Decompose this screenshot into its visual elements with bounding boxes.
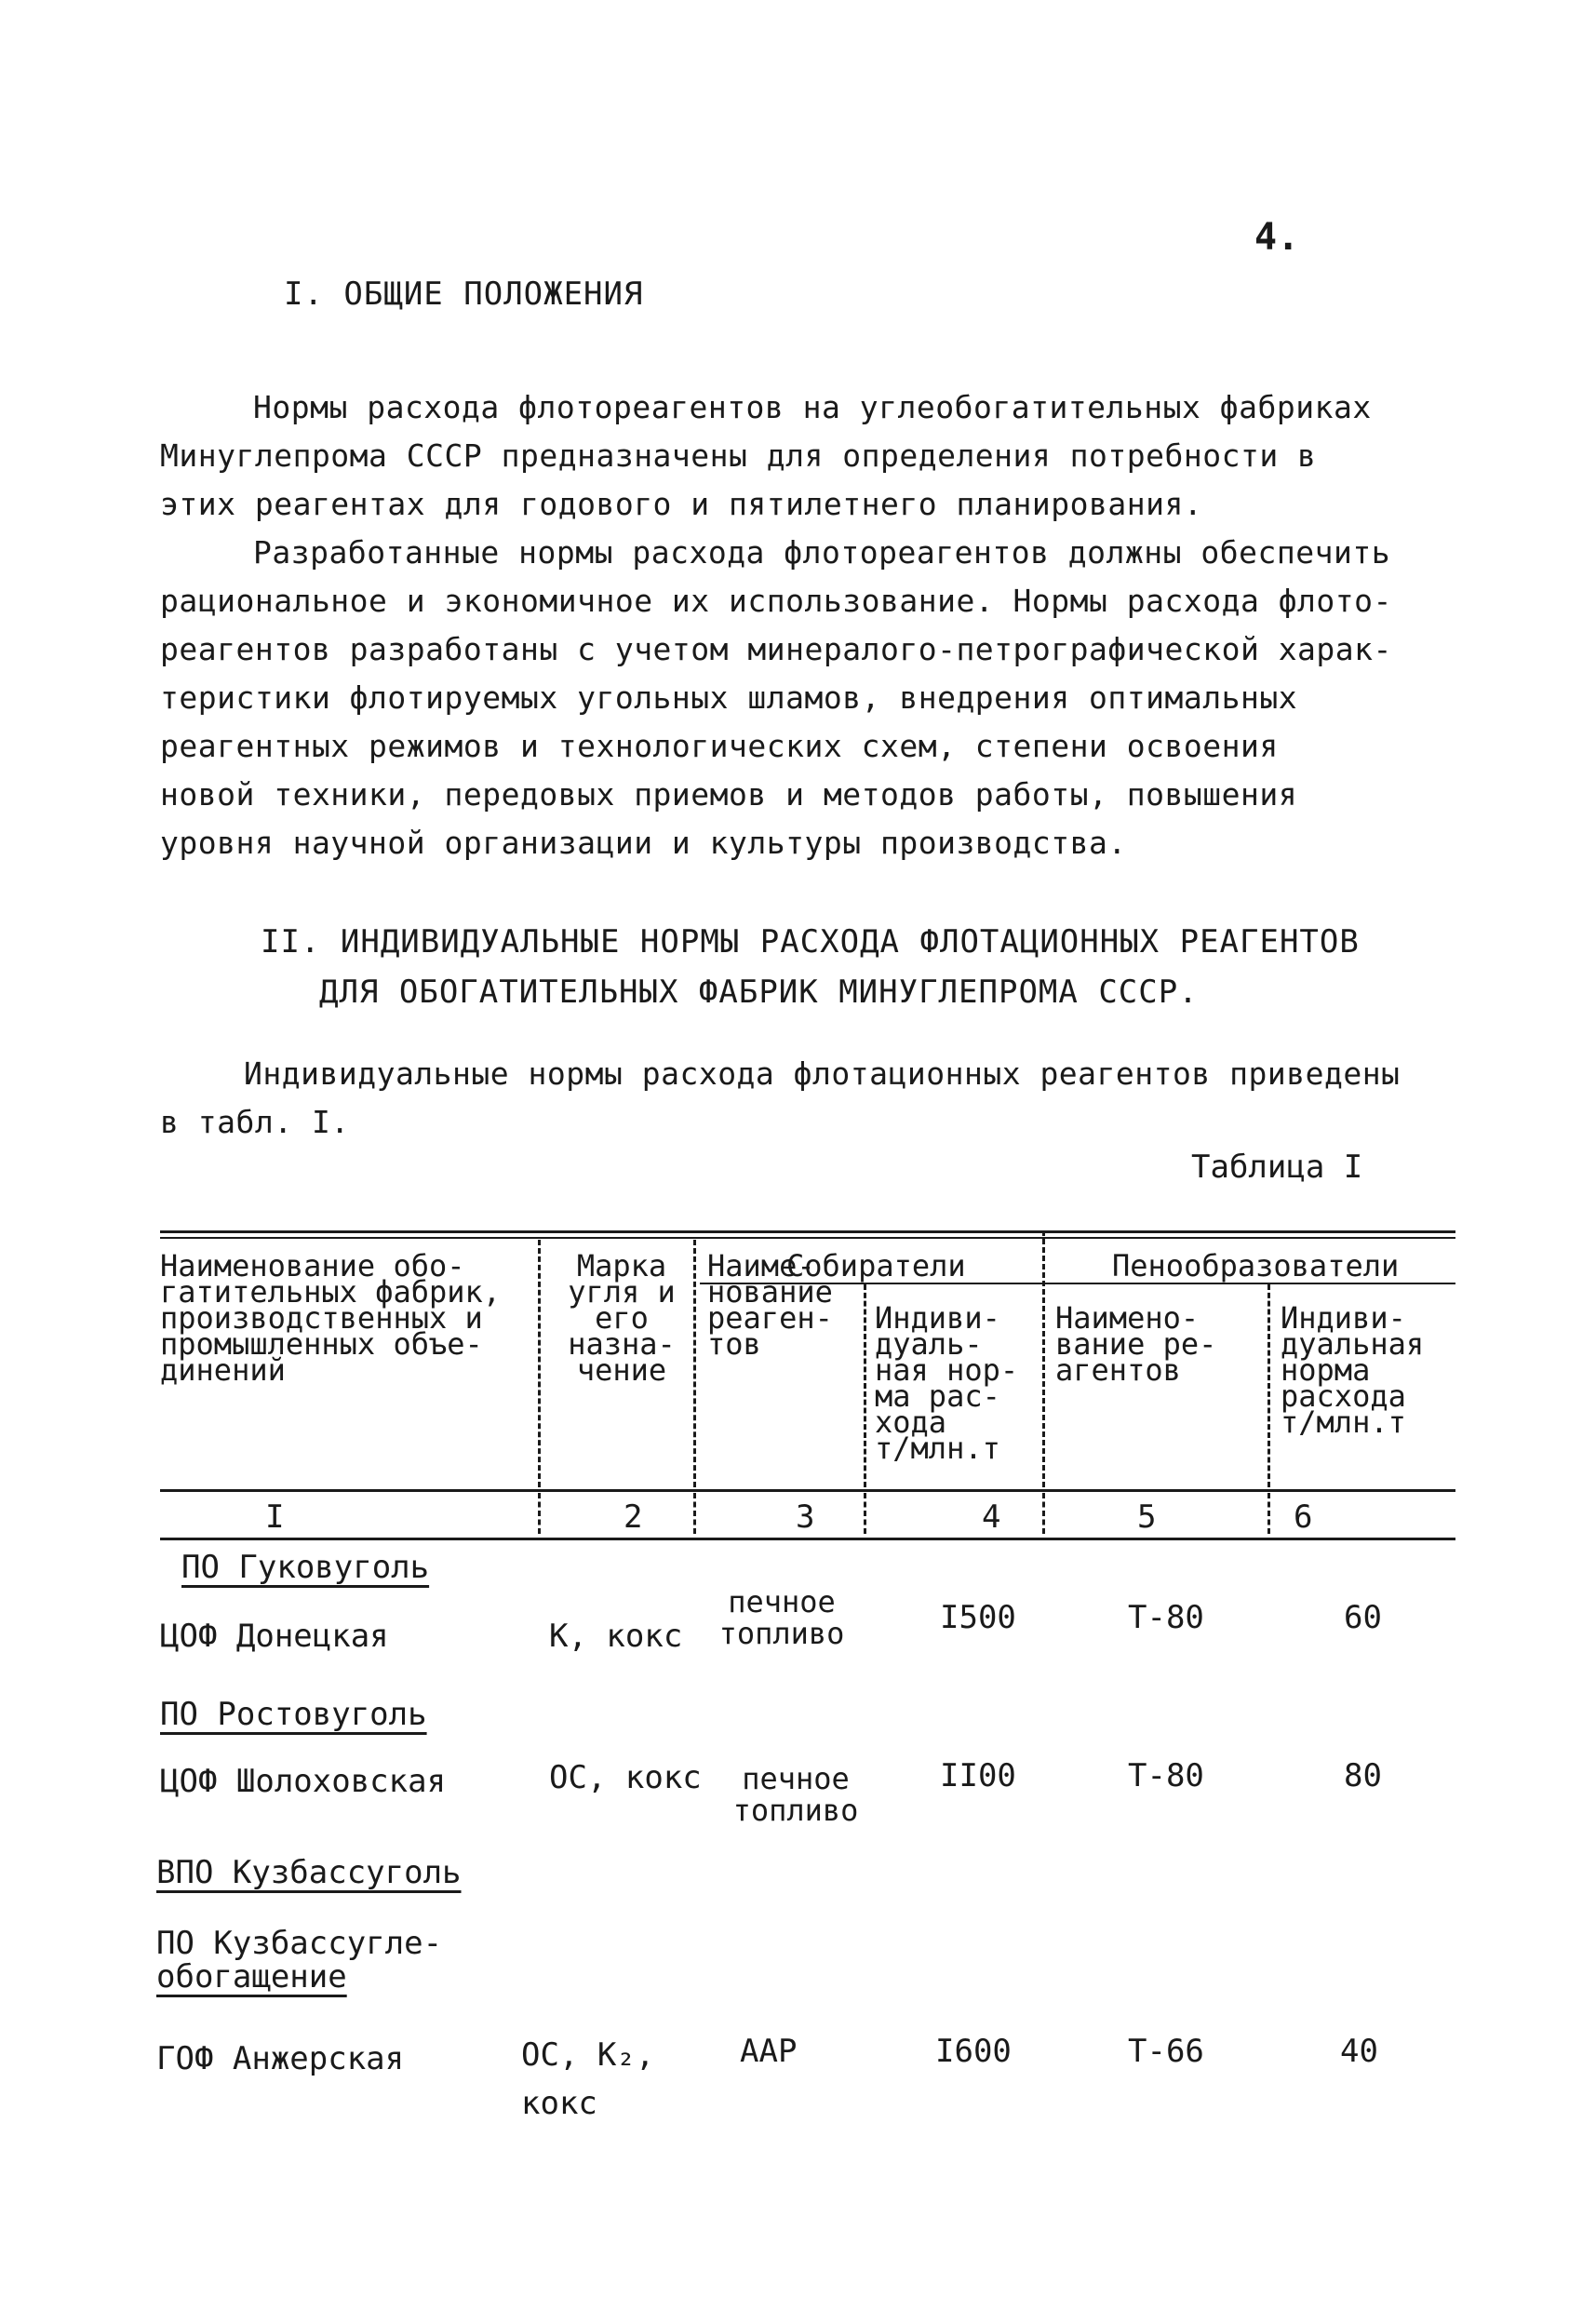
text-line: реагентных режимов и технологических схем, степени освоения bbox=[160, 728, 1279, 764]
text-line: теристики флотируемых угольных шламов, внедрения оптимальных bbox=[160, 679, 1298, 716]
col-number: 3 bbox=[796, 1498, 815, 1536]
text-line: этих реагентах для годового и пятилетнего планирования. bbox=[160, 486, 1203, 522]
col-separator bbox=[864, 1493, 866, 1534]
text-line: Индивидуальные нормы расхода флотационных реагентов приведены bbox=[244, 1055, 1401, 1092]
col-separator bbox=[538, 1240, 541, 1487]
text-line: новой техники, передовых приемов и методов работы, повышения bbox=[160, 776, 1298, 813]
col-separator bbox=[1042, 1230, 1045, 1487]
section-2-title-line1: II. ИНДИВИДУАЛЬНЫЕ НОРМЫ РАСХОДА ФЛОТАЦИОННЫХ РЕАГЕНТОВ bbox=[261, 923, 1360, 961]
table-caption: Таблица I bbox=[1191, 1149, 1363, 1186]
cell-frother-norm: 40 bbox=[1340, 2033, 1378, 2070]
col-separator bbox=[1267, 1284, 1270, 1487]
text-line: в табл. I. bbox=[160, 1104, 350, 1140]
cell-name: ГОФ Анжерская bbox=[156, 2040, 405, 2077]
col-separator bbox=[693, 1240, 696, 1487]
group-heading: ПО Гуковуголь bbox=[181, 1549, 430, 1586]
cell-frother-norm: 80 bbox=[1344, 1757, 1382, 1794]
col-number: 4 bbox=[982, 1498, 1001, 1536]
cell-frother-norm: 60 bbox=[1344, 1599, 1382, 1636]
cell-frother: Т-66 bbox=[1128, 2033, 1204, 2070]
section-2-intro bbox=[160, 1050, 1400, 1147]
text-line: Разработанные нормы расхода флотореагентов должны обеспечить bbox=[253, 534, 1391, 571]
table-top-rule-2 bbox=[160, 1237, 1455, 1239]
cell-collector-norm: II00 bbox=[940, 1757, 1016, 1794]
col-separator bbox=[538, 1493, 541, 1534]
col-separator bbox=[693, 1493, 696, 1534]
text-line: уровня научной организации и культуры производства. bbox=[160, 825, 1127, 861]
page-number: 4. bbox=[1254, 216, 1300, 259]
group-frothers: Пенообразователи bbox=[1112, 1248, 1400, 1283]
cell-collector: печное топливо bbox=[718, 1584, 845, 1651]
cell-collector-norm: I600 bbox=[935, 2033, 1012, 2070]
header-col3: Наиме- нование реаген- тов bbox=[707, 1248, 833, 1362]
cell-grade: К, кокс bbox=[549, 1618, 683, 1655]
group-heading: ПО Ростовуголь bbox=[160, 1696, 427, 1733]
col-separator bbox=[1267, 1493, 1270, 1534]
colnum-bottom-rule bbox=[160, 1538, 1455, 1540]
col-number: 6 bbox=[1294, 1498, 1313, 1536]
header-col1: Наименование обо- гатительных фабрик, производственных и промышленных объе- динений bbox=[160, 1248, 502, 1388]
header-col4: Индиви- дуаль- ная нор- ма рас- хода т/млн.т bbox=[875, 1300, 1019, 1466]
text-line: Минуглепрома СССР предназначены для определения потребности в bbox=[160, 437, 1317, 474]
cell-name: ЦОФ Донецкая bbox=[160, 1618, 389, 1655]
cell-frother: Т-80 bbox=[1128, 1757, 1204, 1794]
text-line: рациональное и экономичное их использование. Нормы расхода флото- bbox=[160, 583, 1392, 619]
text-line: реагентов разработаны с учетом минералого-петрографической харак- bbox=[160, 631, 1392, 667]
cell-collector: печное топливо bbox=[732, 1761, 859, 1828]
cell-collector: ААР bbox=[740, 2033, 798, 2070]
col-number: 5 bbox=[1137, 1498, 1157, 1536]
group-heading: ПО Кузбассугле- обогащение bbox=[156, 1925, 443, 1995]
col-separator bbox=[864, 1284, 866, 1487]
header-bottom-rule bbox=[160, 1489, 1455, 1492]
header-col6: Индиви- дуальная норма расхода т/млн.т bbox=[1281, 1300, 1425, 1440]
section-1-text bbox=[160, 383, 1392, 867]
col-number: 2 bbox=[624, 1498, 643, 1536]
group-collectors: Собиратели bbox=[786, 1248, 966, 1283]
cell-grade: ОС, кокс bbox=[549, 1759, 702, 1796]
header-col2: Марка угля и его назна- чение bbox=[568, 1248, 676, 1388]
section-2-title-line2: ДЛЯ ОБОГАТИТЕЛЬНЫХ ФАБРИК МИНУГЛЕПРОМА СССР. bbox=[319, 974, 1199, 1011]
section-1-title: I. ОБЩИЕ ПОЛОЖЕНИЯ bbox=[284, 275, 644, 313]
table-top-rule bbox=[160, 1230, 1455, 1233]
group-heading: ВПО Кузбассуголь bbox=[156, 1854, 462, 1891]
header-col5: Наимено- вание ре- агентов bbox=[1055, 1300, 1217, 1388]
text-line: Нормы расхода флотореагентов на углеобогатительных фабриках bbox=[253, 389, 1372, 425]
col-number: I bbox=[265, 1498, 285, 1536]
cell-name: ЦОФ Шолоховская bbox=[160, 1763, 447, 1800]
col-separator bbox=[1042, 1493, 1045, 1534]
cell-collector-norm: I500 bbox=[940, 1599, 1016, 1636]
cell-grade: ОС, К₂, кокс bbox=[521, 2036, 655, 2122]
cell-frother: Т-80 bbox=[1128, 1599, 1204, 1636]
